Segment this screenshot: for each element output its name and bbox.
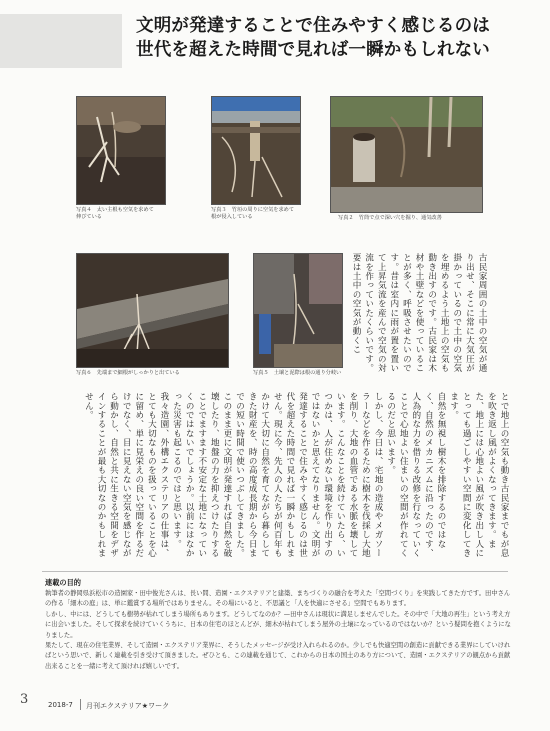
- bamboo-roots-photo: [211, 96, 301, 205]
- photo-3-caption: 写真３ 竹垣の周りに空気を求めて 根が侵入している: [211, 207, 295, 220]
- page-number: 3: [20, 692, 29, 707]
- soil-root-photo: [76, 96, 166, 205]
- issue-date: 2018-7: [48, 701, 73, 709]
- article-paragraph: 我々造園、外構エクステリアの仕事は、とても大切なものを扱っていることを心に留め、単に見栄えの良い空間を作るだけでなく、目に見えない空気を感じながら動かし、自然と共に生きる空間をデザインすることが最も大切なのかもしれません。: [83, 392, 169, 558]
- tree-hole-photo: [330, 96, 483, 213]
- article-paragraph: 自然を無視し樹木を排除するのではなく、自然のメカニズムに沿ったのです、人為的な力を借りる改修を行なっていくことで心地よい住まいの空間が作れてくるのだと思います。: [385, 392, 447, 558]
- profile-paragraph: しかし、中には、どうしても樹勢が枯れてしまう場所もあります。どうしてなのか？—田中さんは現状に満足しませんでした。その中で「大地の再生」という考え方に出会いました。そして探求を続けていくうちに、日本の住宅のほとんどが、細木が枯れてしまう屋外の土壌になっているのではないか？という疑問を抱くようになりました。: [45, 610, 511, 639]
- magazine-name: 月刊エクステリア★ワーク: [86, 702, 170, 710]
- photo-2-caption: 写真２ 竹筒で点で深い穴を掘り、通気改善: [338, 215, 442, 221]
- article-text-right: [351, 253, 488, 379]
- photo-5-caption: 写真５ 土壌と泥際は根の通り分岐い: [253, 370, 342, 376]
- footer-divider: [80, 699, 81, 710]
- header-tab-block: [0, 14, 122, 68]
- title-line-2: 世代を超えた時間で見れば一瞬かもしれない: [136, 40, 490, 60]
- photo-6-caption: 写真６ 先端まで細根がしっかりと出ている: [76, 370, 180, 376]
- profile-body: [45, 589, 515, 672]
- profile-paragraph: 執筆者の静岡県浜松市の造園家・田中俊光さんは、長い間、造園・エクステリアと建築、まちづくりの融合を考えた「空間づくり」を実践してきた方です。田中さんの作る「細木の庭」は、単に鑑賞する場所ではありません。その場にいると、不思議と「人を快適にさせる」空間でもあります。: [45, 590, 511, 608]
- article-text-main: [54, 392, 510, 558]
- stone-pipe-photo: [253, 253, 343, 368]
- article-title: [136, 14, 536, 62]
- profile-heading: 連載の目的: [45, 578, 81, 587]
- article-paragraph: とで地上の空気も動き古民家までもが息を吹き返し風がよくなってきます。また、地上には心地よい風が吹き出し人にとっても過ごしやすい空間に変化してきます。: [448, 392, 509, 558]
- title-line-1: 文明が発達することで住みやすく感じるのは: [136, 16, 490, 36]
- profile-paragraph: 果たして、現在の住宅業界、そして造園・エクステリア業界に、そうしたメッセージが受け入れられるのか。少しでも快適空間の創造に貢献できる業界にしていければという思いで、新しく連載を引き受けて頂きました。ぜひとも、この連載を通じて、これからの日本の国土のあり方について、造園・エクステリアの観点から貢献出来ることを一緒に考えて頂ければ嬉しいです。: [45, 642, 511, 670]
- article-paragraph: 古民家周囲の土中の空気が通り出せ、そこに常に大気圧が掛かっているので土中の空気を埋めるよう土地上の空気も動き出すのです。古民家は木材や土壁などを使っていることが多く、呼吸させたいのです。昔は室内に雨が置を置いて上昇気流を産んで空気の対流を作っていたくらいです。要は土中の空気が動くこ: [351, 253, 487, 373]
- section-divider: [42, 571, 508, 572]
- article-paragraph: しかし、今日は、宅地の造成やメガソーラーなどを作るために樹木を伐採し大地を削り、大地の血管である水脈を壊しています。こんなことを続けていたら、いつかは、人が住めない環境を作り出すのではないかと思えてなりません。文明が発達することで住みやすく感じるのは世代を超えた時間で見れば一瞬かもしれません。現に今、先人の人たちが何百年もかけて大切に自然を育てながら暮らしてきた財産を、時の高度成長期から今日までの短い時間で使いつぶしてきました。このまま更に文明が発達すれば自然を破壊したり、地盤の力を抑えつけたりすることでますます不安定な土地になっていくのではないでしょうか。以前にはなかった災害も起こるのではと思います。: [171, 392, 384, 558]
- photo-4-caption: 写真４ 太い主根も空気を求めて 伸びている: [76, 207, 154, 220]
- concrete-roots-photo: [76, 253, 229, 368]
